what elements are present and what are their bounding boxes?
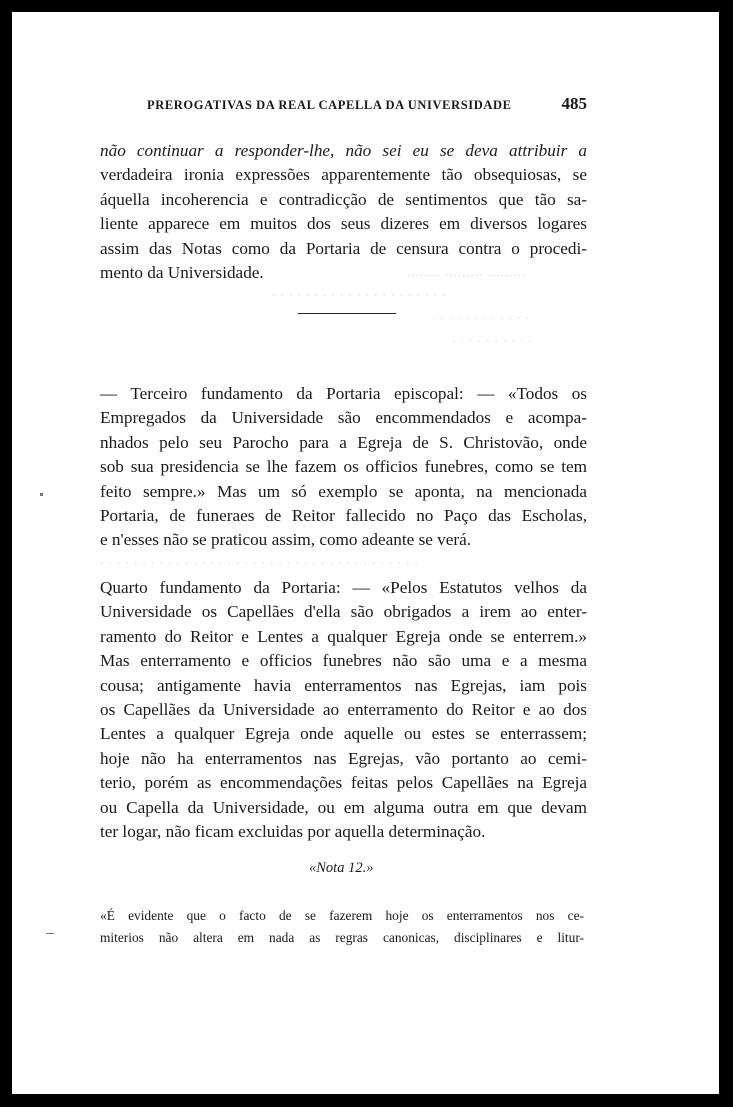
text-line: verdadeira ironia expressões apparentemente tão obsequiosas, se bbox=[100, 165, 587, 185]
show-through-text: ........ ......... ......... bbox=[407, 264, 526, 279]
section-divider bbox=[298, 313, 396, 314]
text-line: Universidade os Capellães d'ella são obrigados a irem ao enter- bbox=[100, 602, 587, 622]
show-through-text: . . . . . . . . . . . . bbox=[432, 307, 530, 322]
show-through-text: . . . . . . . . . . . . . . . . . . . . . . . . . . . . . . . . . . . . . . bbox=[100, 552, 419, 567]
text-line: — Terceiro fundamento da Portaria episcopal: — «Todos os bbox=[100, 384, 587, 403]
text-line: assim das Notas como da Portaria de censura contra o procedi- bbox=[100, 238, 587, 258]
page-number: 485 bbox=[561, 94, 587, 113]
text-line: cousa; antigamente havia enterramentos nas Egrejas, iam pois bbox=[100, 675, 587, 695]
show-through-text: . . . . . . . . . . bbox=[452, 330, 533, 345]
text-line: os Capellães da Universidade ao enterramento do Reitor e ao dos bbox=[100, 700, 587, 720]
text-line: hoje não ha enterramentos nas Egrejas, vão portanto ao cemi- bbox=[100, 748, 587, 768]
text-line: terio, porém as encommendações feitas pelos Capellães na Egreja bbox=[100, 773, 587, 793]
running-head bbox=[147, 94, 587, 113]
text-line: Mas enterramento e officios funebres não são uma e a mesma bbox=[100, 651, 587, 671]
text-line: mento da Universidade. bbox=[100, 263, 264, 283]
text-line: Empregados da Universidade são encommendados e acompa- bbox=[100, 408, 587, 428]
text-line: ou Capella da Universidade, ou em alguma outra em que devam bbox=[100, 797, 587, 817]
note-line: «É evidente que o facto de se fazerem hoje os enterramentos nos ce- bbox=[100, 908, 584, 923]
text-line-italic-part: não continuar a responder-lhe, não sei eu se deva attribuir a bbox=[100, 141, 587, 160]
note-line: miterios não altera em nada as regras canonicas, disciplinares e litur- bbox=[100, 930, 584, 945]
text-line: feito sempre.» Mas um só exemplo se aponta, na mencionada bbox=[100, 481, 587, 501]
show-through-text: . . . . . . . . . . . . . . . . . . . . . bbox=[272, 284, 447, 299]
text-line: nhados pelo seu Parocho para a Egreja de S. Christovão, onde bbox=[100, 432, 587, 452]
text-line: ter logar, não ficam excluidas por aquella determinação. bbox=[100, 822, 486, 842]
text-line: Lentes a qualquer Egreja onde aquelle ou estes se enterrassem; bbox=[100, 724, 587, 744]
text-line bbox=[100, 139, 587, 163]
margin-mark bbox=[46, 933, 54, 934]
book-page bbox=[12, 12, 719, 1094]
text-line: Portaria, de funeraes de Reitor fallecido no Paço das Escholas, bbox=[100, 506, 587, 526]
text-line: liente apparece em muitos dos seus dizeres em diversos logares bbox=[100, 214, 587, 234]
paragraph-1 bbox=[100, 139, 587, 285]
text-line: ramento do Reitor e Lentes a qualquer Egreja onde se enterrem.» bbox=[100, 626, 587, 646]
paragraph-3 bbox=[100, 576, 587, 844]
running-head-title: PREROGATIVAS DA REAL CAPELLA DA UNIVERSIDADE bbox=[147, 98, 512, 112]
text-line: sob sua presidencia se lhe fazem os officios funebres, como se tem bbox=[100, 457, 587, 477]
margin-mark bbox=[40, 493, 43, 496]
note-heading: «Nota 12.» bbox=[309, 860, 374, 876]
paragraph-2 bbox=[100, 382, 587, 553]
text-line: e n'esses não se praticou assim, como adeante se verá. bbox=[100, 530, 472, 550]
text-line: Quarto fundamento da Portaria: — «Pelos Estatutos velhos da bbox=[100, 578, 587, 597]
text-line: áquella incoherencia e contradicção de sentimentos que tão sa- bbox=[100, 189, 587, 209]
